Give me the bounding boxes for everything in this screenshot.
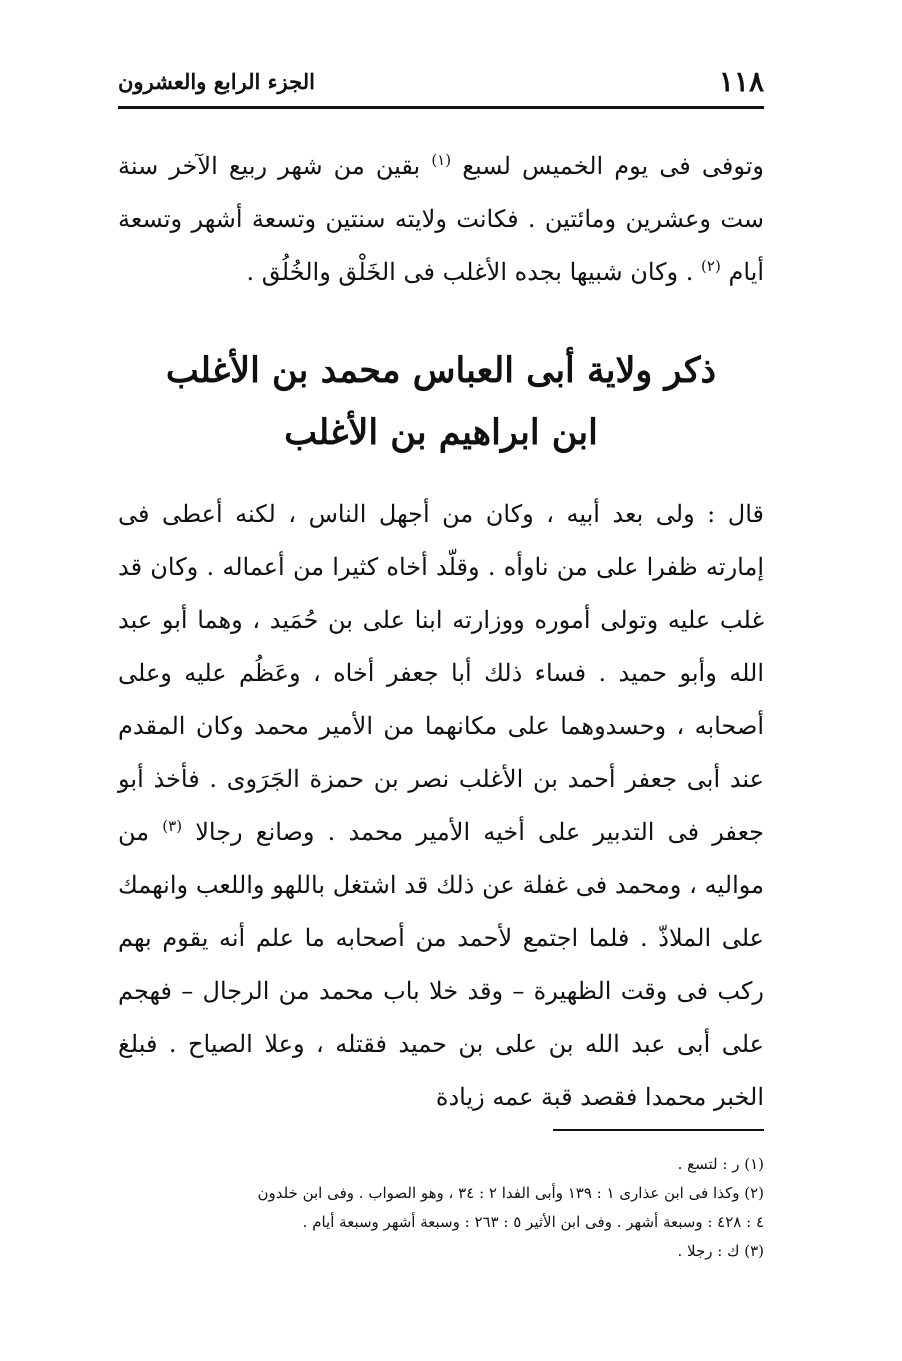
footnote-3: (٣) ك : رجلا .	[677, 1242, 764, 1260]
section-heading	[118, 340, 764, 464]
header-rule	[118, 106, 764, 109]
footnote-ref-2: (٢)	[701, 257, 721, 275]
footnote-2-continued: ٤ : ٤٢٨ : وسبعة أشهر . وفى ابن الأثير ٥ : ٢٦٣ : وسبعة أشهر وسبعة أيام .	[302, 1213, 764, 1231]
intro-text-1: وتوفى فى يوم الخميس لسبع	[462, 152, 764, 180]
footnotes	[118, 1150, 764, 1266]
section-heading-line-1: ذكر ولاية أبى العباس محمد بن الأغلب	[165, 350, 717, 391]
section-heading-line-2: ابن ابراهيم بن الأغلب	[284, 412, 598, 453]
intro-text-3: . وكان شبيها بجده الأغلب فى الخَلْق والخُلُق .	[246, 258, 694, 286]
footnote-1: (١) ر : لتسع .	[677, 1155, 764, 1173]
footnote-ref-1: (١)	[431, 151, 452, 169]
intro-text-2: بقين من شهر ربيع الآخر سنة ست وعشرين ومائتين . فكانت ولايته سنتين وتسعة أشهر وتسعة أيام	[118, 152, 764, 286]
main-text-1: قال : ولى بعد أبيه ، وكان من أجهل الناس ، لكنه أعطى فى إمارته ظفرا على من ناوأه . وقلّد أخاه كثيرا من أعماله . وكان قد غلب عليه وتولى أموره ووزارته ابنا على بن حُمَيد ، وهما أبو عبد الله وأبو حميد . فساء ذلك أبا جعفر أخاه ، وعَظُم عليه وعلى أصحابه ، وحسدوهما على مكانهما من الأمير محمد وكان المقدم عند أبى جعفر أحمد بن الأغلب نصر بن حمزة الجَرَوى . فأخذ أبو جعفر فى التدبير على أخيه الأمير محمد . وصانع رجالا	[118, 500, 764, 846]
main-text-2: من مواليه ، ومحمد فى غفلة عن ذلك قد اشتغل باللهو واللعب وانهمك على الملاذّ . فلما اجتمع لأحمد من أصحابه ما علم أنه يقوم بهم ركب فى وقت الظهيرة – وقد خلا باب محمد من الرجال – فهجم على أبى عبد الله بن على بن حميد فقتله ، وعلا الصياح . فبلغ الخبر محمدا فقصد قبة عمه زيادة	[118, 818, 765, 1111]
page-header	[118, 60, 764, 102]
footnote-rule	[553, 1129, 764, 1131]
footnote-2: (٢) وكذا فى ابن عذارى ١ : ١٣٩ وأبى الفدا ٢ : ٣٤ ، وهو الصواب . وفى ابن خلدون	[257, 1184, 764, 1202]
footnote-ref-3: (٣)	[162, 817, 183, 835]
main-paragraph	[118, 488, 764, 1124]
running-title: الجزء الرابع والعشرون	[118, 68, 315, 94]
intro-paragraph	[118, 140, 764, 299]
page-number: ١١٨	[718, 64, 764, 98]
